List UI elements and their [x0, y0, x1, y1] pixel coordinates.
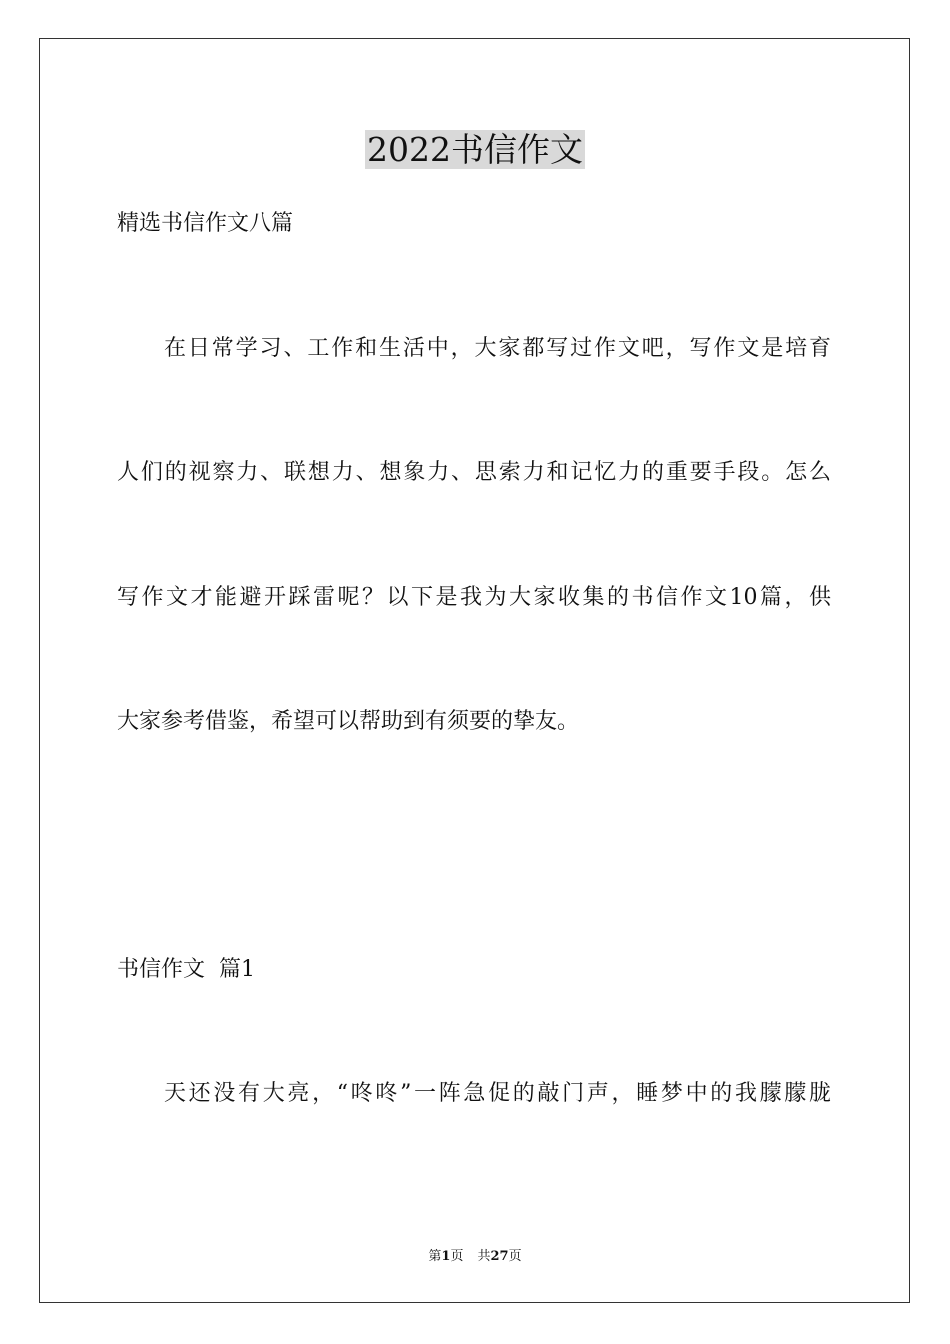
section-paragraph-line-1: 天还没有大亮，“咚咚”一阵急促的敲门声，睡梦中的我朦朦胧 [164, 1081, 831, 1106]
footer-page-prefix: 第 [428, 1249, 442, 1264]
footer-page-current: 1 [441, 1249, 451, 1264]
document-title-text: 2022书信作文 [367, 130, 583, 169]
section-heading: 书信作文 篇1 [117, 957, 255, 982]
intro-paragraph-line-3: 写作文才能避开踩雷呢？以下是我为大家收集的书信作文10篇，供 [117, 585, 831, 610]
footer-total-prefix: 共 [477, 1249, 491, 1264]
page-footer [0, 1248, 950, 1266]
document-title [0, 128, 950, 172]
intro-paragraph-line-1: 在日常学习、工作和生活中，大家都写过作文吧，写作文是培育 [164, 336, 831, 361]
intro-paragraph-line-2: 人们的视察力、联想力、想象力、思索力和记忆力的重要手段。怎么 [117, 460, 831, 485]
intro-paragraph-line-4: 大家参考借鉴，希望可以帮助到有须要的挚友。 [117, 709, 580, 734]
footer-total-suffix: 页 [508, 1249, 522, 1264]
footer-page-suffix: 页 [450, 1249, 464, 1264]
footer-page-total: 27 [490, 1249, 509, 1264]
document-subtitle: 精选书信作文八篇 [117, 211, 294, 236]
